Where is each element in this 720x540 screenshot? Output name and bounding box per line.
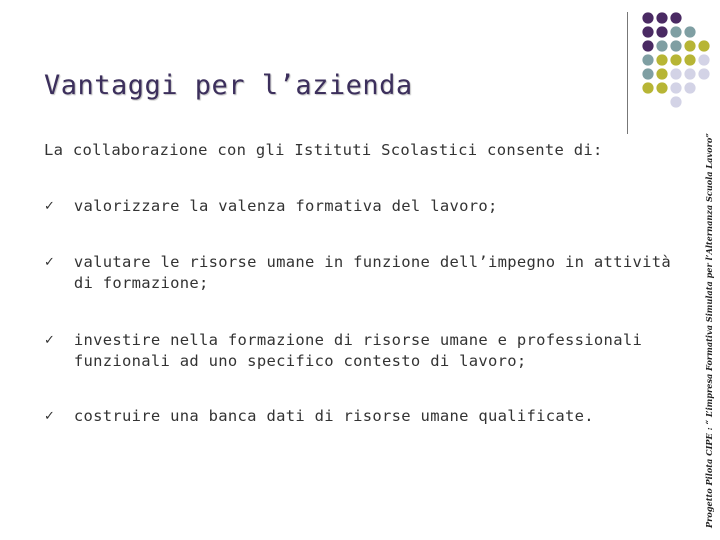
list-item-text: valorizzare la valenza formativa del lavoro; xyxy=(73,197,498,215)
list-item-text: costruire una banca dati di risorse umane qualificate. xyxy=(73,407,594,425)
list-item xyxy=(40,252,690,294)
check-mark-icon: ✓ xyxy=(44,333,55,348)
slide-title: Vantaggi per l’azienda xyxy=(44,70,413,101)
list-item xyxy=(40,196,690,217)
check-mark-icon: ✓ xyxy=(44,409,55,424)
side-caption-text: Progetto Pilota CIPE : “ L’impresa Formativa Simulata per l’Alternanza Scuola Lavoro” xyxy=(705,130,715,528)
decorative-divider xyxy=(627,12,628,134)
list-item-text: valutare le risorse umane in funzione dell’impegno in attività di formazione; xyxy=(73,253,671,292)
side-caption xyxy=(700,130,718,530)
intro-text: La collaborazione con gli Istituti Scolastici consente di: xyxy=(44,141,603,159)
list-item-text: investire nella formazione di risorse umane e professionali funzionali ad uno specifico contesto di lavoro; xyxy=(73,331,643,370)
list-item xyxy=(40,330,690,372)
check-mark-icon: ✓ xyxy=(44,255,55,270)
decorative-dot-grid xyxy=(640,11,710,116)
check-mark-icon: ✓ xyxy=(44,199,55,214)
list-item xyxy=(40,406,690,427)
